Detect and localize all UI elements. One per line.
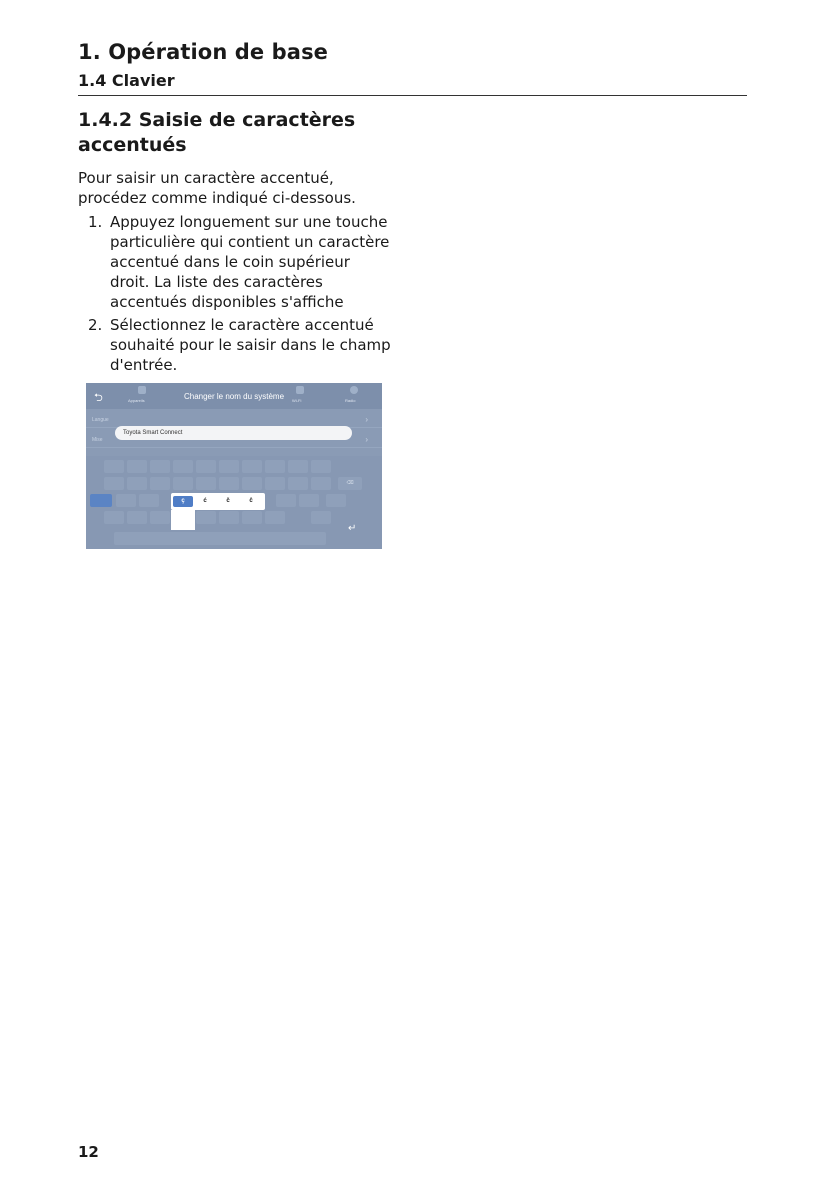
page-number: 12: [78, 1143, 99, 1161]
step-text: Sélectionnez le caractère accentué souhaité pour le saisir dans le champ d'entrée.: [110, 316, 391, 374]
space-key[interactable]: [114, 532, 326, 545]
keyboard-key[interactable]: [150, 511, 170, 524]
keyboard-key[interactable]: [104, 511, 124, 524]
keyboard-key[interactable]: [326, 494, 346, 507]
keyboard-key[interactable]: [150, 460, 170, 473]
step-text: Appuyez longuement sur une touche particulière qui contient un caractère accentué dans le coin supérieur droit. La liste des caractères accentués disponibles s'affiche: [110, 213, 390, 311]
accent-popup-key: [171, 510, 195, 530]
step-item: [78, 315, 393, 375]
accent-option[interactable]: č: [226, 498, 230, 504]
keyboard-screenshot: [86, 383, 382, 549]
settings-row-label: Langue: [92, 417, 109, 423]
keyboard-key[interactable]: [139, 494, 159, 507]
keyboard-key[interactable]: [116, 494, 136, 507]
keyboard-key[interactable]: [104, 460, 124, 473]
keyboard-key[interactable]: [104, 477, 124, 490]
keyboard-key[interactable]: [196, 477, 216, 490]
chevron-right-icon: ›: [365, 435, 368, 444]
subsection-title: 1.4.2 Saisie de caractères accentués: [78, 109, 356, 156]
keyboard-key[interactable]: [265, 477, 285, 490]
step-item: [78, 212, 393, 312]
keyboard-key[interactable]: [127, 477, 147, 490]
step-number: 1.: [88, 213, 103, 231]
keyboard-key[interactable]: [242, 511, 262, 524]
keyboard-key[interactable]: [299, 494, 319, 507]
keyboard-key[interactable]: [127, 511, 147, 524]
backspace-key[interactable]: ⌫: [338, 477, 362, 490]
keyboard-key[interactable]: [288, 477, 308, 490]
keyboard-key[interactable]: [127, 460, 147, 473]
keyboard-key[interactable]: [311, 460, 331, 473]
keyboard-key[interactable]: [288, 460, 308, 473]
keyboard-key[interactable]: [219, 477, 239, 490]
keyboard-key[interactable]: [219, 460, 239, 473]
accent-option[interactable]: ć: [203, 498, 207, 504]
keyboard-key[interactable]: [242, 460, 262, 473]
keyboard-key[interactable]: [219, 511, 239, 524]
intro-paragraph: Pour saisir un caractère accentué, procédez comme indiqué ci-dessous.: [78, 169, 356, 207]
keyboard-key[interactable]: [173, 477, 193, 490]
header-rule: [78, 95, 747, 96]
keyboard-key[interactable]: [265, 460, 285, 473]
keyboard-key[interactable]: [196, 460, 216, 473]
keyboard-key[interactable]: [196, 511, 216, 524]
accent-option[interactable]: ĉ: [249, 498, 253, 504]
settings-row-label: Mise: [92, 437, 103, 443]
keyboard-key[interactable]: [242, 477, 262, 490]
shift-key[interactable]: [90, 494, 112, 507]
tab-label: Radio: [345, 398, 356, 403]
accent-option[interactable]: ç: [173, 496, 193, 507]
system-name-input[interactable]: [115, 426, 352, 440]
enter-icon[interactable]: ↵: [348, 523, 357, 534]
section-title: 1.4 Clavier: [78, 71, 175, 90]
keyboard-key[interactable]: [265, 511, 285, 524]
keyboard-key[interactable]: [173, 460, 193, 473]
back-icon: ⮌: [94, 392, 103, 404]
tab-label: Wi-Fi: [292, 398, 302, 403]
input-value: Toyota Smart Connect: [123, 430, 183, 436]
screen-title: Changer le nom du système: [183, 392, 285, 401]
chapter-title: 1. Opération de base: [78, 40, 329, 64]
tab-label: Appareils: [128, 398, 145, 403]
steps-list: [78, 212, 393, 378]
chevron-right-icon: ›: [365, 415, 368, 424]
keyboard-key[interactable]: [150, 477, 170, 490]
keyboard-key[interactable]: [311, 477, 331, 490]
keyboard-key[interactable]: [311, 511, 331, 524]
step-number: 2.: [88, 316, 103, 334]
keyboard-key[interactable]: [276, 494, 296, 507]
